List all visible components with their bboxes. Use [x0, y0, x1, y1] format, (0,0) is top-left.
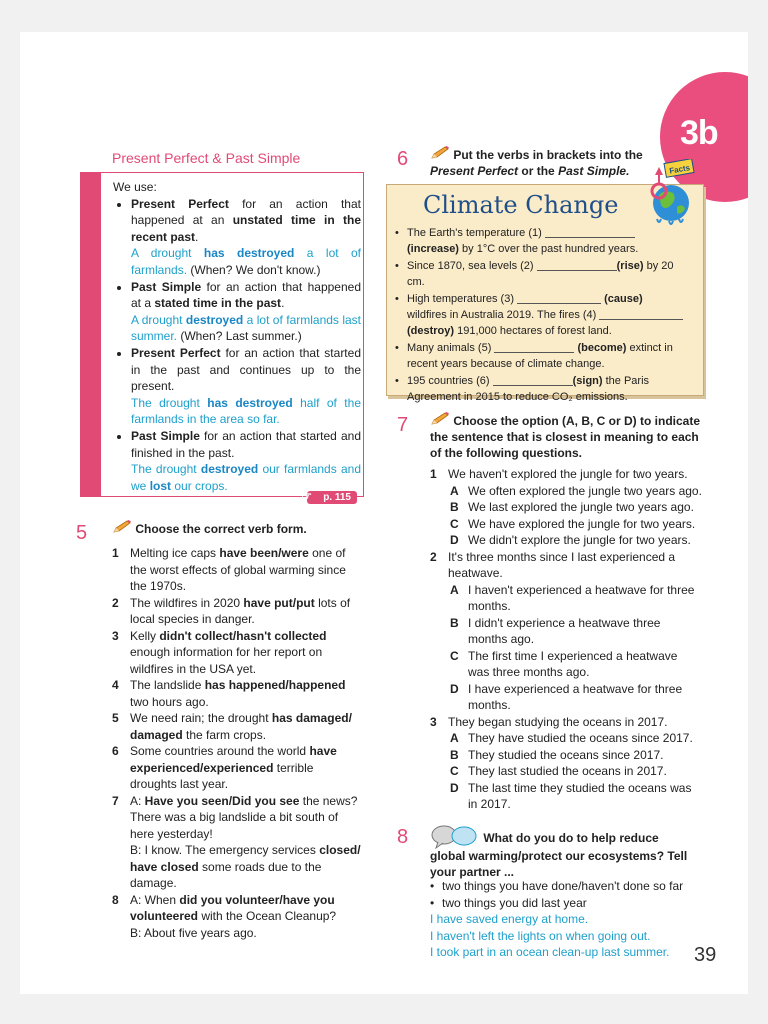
answer-option[interactable]: D We didn't explore the jungle for two years. — [450, 533, 691, 547]
verb-choice[interactable]: closed/ have closed — [130, 843, 361, 874]
pointing-hand-icon: ☞ — [301, 489, 312, 503]
climate-bullet: • High temperatures (3) (cause) wildfires in Australia 2019. The fires (4) (destroy) 191,000 hectares of forest land. — [395, 291, 685, 340]
pencil-icon — [112, 520, 132, 534]
answer-blank[interactable] — [537, 258, 617, 271]
svg-text:Facts: Facts — [668, 163, 691, 176]
verb-choice[interactable]: have put/put — [243, 595, 315, 610]
answer-option[interactable]: C We have explored the jungle for two years. — [450, 516, 696, 531]
exercise-5-number: 5 — [76, 522, 88, 544]
climate-bullet: • 195 countries (6) (sign) the Paris Agreement in 2015 to reduce CO₂ emissions. — [395, 374, 650, 404]
exercise-item: 4 The landslide has happened/happened two hours ago. — [112, 678, 346, 709]
page-reference[interactable]: ☞ p. 115 — [307, 491, 357, 504]
climate-bullet: • Since 1870, sea levels (2) (rise) by 20 cm. — [395, 259, 674, 289]
answer-blank[interactable] — [517, 291, 601, 304]
grammar-example: A drought destroyed a lot of farmlands last summer. — [131, 312, 362, 344]
answer-option[interactable]: A They have studied the oceans since 2017. — [450, 731, 693, 745]
answer-option[interactable]: C The first time I experienced a heatwave was three months ago. — [450, 648, 678, 679]
answer-blank[interactable] — [493, 373, 573, 386]
question: 2 It's three months since I last experienced a heatwave. — [430, 549, 676, 580]
answer-option[interactable]: B We last explored the jungle two years ago. — [450, 500, 694, 514]
verb-choice[interactable]: did you volunteer/have you volunteered — [130, 892, 335, 923]
page-number: 39 — [694, 944, 717, 966]
answer-option[interactable]: D I have experienced a heatwave for three months. — [450, 681, 683, 712]
speech-bubbles-icon — [430, 824, 480, 848]
exercise-item: 1 Melting ice caps have been/were one of the worst effects of global warming since the 1970s. — [112, 546, 346, 593]
exercise-8-list — [430, 878, 702, 961]
verb-choice[interactable]: have experienced/experienced — [130, 744, 337, 775]
answer-option[interactable]: A We often explored the jungle two years ago. — [450, 483, 702, 498]
answer-option[interactable]: D The last time they studied the oceans was in 2017. — [450, 780, 692, 811]
climate-bullet: • The Earth's temperature (1) (increase) by 1°C over the past hundred years. — [395, 227, 639, 256]
exercise-5-items — [112, 545, 362, 941]
grammar-bullet: • Past Simple for an action that happened at a stated time in the past. A drought destroyed a lot of farmlands last summer. (When? Last summer.) — [131, 279, 361, 345]
unit-badge: 3b — [660, 72, 748, 202]
question: 1 We haven't explored the jungle for two years. — [430, 467, 688, 481]
grammar-title: Present Perfect & Past Simple — [112, 150, 301, 166]
grammar-intro: We use: — [113, 180, 157, 194]
climate-box-title: Climate Change — [423, 191, 619, 219]
question: 3 They began studying the oceans in 2017. — [430, 714, 668, 729]
grammar-bullet: • Past Simple for an action that started and finished in the past. The drought destroyed our farmlands and we lost our crops. — [131, 428, 361, 494]
pencil-icon — [430, 412, 450, 426]
model-answer: I have saved energy at home. — [430, 912, 589, 926]
verb-choice[interactable]: has damaged/ damaged — [130, 711, 352, 742]
pencil-icon — [430, 146, 450, 160]
climate-bullet: • Many animals (5) (become) extinct in recent years because of climate change. — [395, 341, 673, 371]
grammar-bullet: • Present Perfect for an action that started in the past and continues up to the present. The drought has destroyed half of the farmlands in the area so far. — [131, 345, 361, 428]
exercise-6-instruction: Put the verbs in brackets into the Present Perfect or the Past Simple. — [430, 148, 643, 178]
grammar-bullet: • Present Perfect for an action that happened at an unstated time in the recent past. A drought has destroyed a lot of farmlands. (When? We don't know.) — [131, 196, 361, 279]
model-answer: I took part in an ocean clean-up last summer. — [430, 945, 670, 959]
answer-blank[interactable] — [545, 225, 635, 238]
exercise-item: 8 A: When did you volunteer/have you volunteered with the Ocean Cleanup? B: About five years ago. — [112, 892, 337, 940]
grammar-box-band — [81, 173, 101, 496]
facts-globe-icon — [643, 159, 697, 227]
climate-bullets — [395, 225, 685, 405]
answer-option[interactable]: B I didn't experience a heatwave three months ago. — [450, 615, 661, 646]
answer-blank[interactable] — [494, 340, 574, 353]
verb-choice[interactable]: have been/were — [219, 546, 309, 560]
exercise-item: 7 A: Have you seen/Did you see the news? There was a big landslide a bit south of here yesterday! B: I know. The emergency services closed/ have closed some roads due to the damage. — [112, 793, 361, 890]
list-item: • two things you have done/haven't done so far — [430, 879, 684, 893]
exercise-8-instruction: What do you do to help reduce global warming/protect our ecosystems? Tell your partner ... — [430, 824, 690, 880]
answer-option[interactable]: C They last studied the oceans in 2017. — [450, 764, 667, 778]
exercise-8-number: 8 — [397, 826, 409, 848]
grammar-box — [80, 172, 364, 503]
exercise-item: 3 Kelly didn't collect/hasn't collected enough information for her report on wildfires in the USA yet. — [112, 628, 327, 676]
exercise-7-instruction: Choose the option (A, B, C or D) to indicate the sentence that is closest in meaning to each of the following questions. — [430, 414, 700, 460]
answer-option[interactable]: A I haven't experienced a heatwave for three months. — [450, 582, 695, 613]
exercise-7-number: 7 — [397, 414, 409, 436]
answer-blank[interactable] — [599, 307, 683, 320]
model-answer: I haven't left the lights on when going out. — [430, 928, 651, 943]
verb-choice[interactable]: didn't collect/hasn't collected — [159, 628, 327, 643]
exercise-7-questions — [430, 466, 702, 813]
exercise-5-instruction: Choose the correct verb form. — [112, 520, 307, 537]
grammar-example: The drought destroyed our farmlands and we lost our crops. — [131, 462, 361, 493]
list-item: • two things you did last year — [430, 895, 587, 910]
grammar-example: The drought has destroyed half of the farmlands in the area so far. — [131, 395, 361, 427]
exercise-6-number: 6 — [397, 148, 409, 170]
exercise-item: 2 The wildfires in 2020 have put/put lots of local species in danger. — [112, 595, 351, 626]
answer-option[interactable]: B They studied the oceans since 2017. — [450, 747, 664, 762]
verb-choice[interactable]: Have you seen/Did you see — [144, 793, 300, 808]
grammar-example: A drought has destroyed a lot of farmlands. — [131, 246, 362, 277]
verb-choice[interactable]: has happened/happened — [204, 678, 346, 692]
exercise-item: 5 We need rain; the drought has damaged/ damaged the farm crops. — [112, 711, 352, 742]
exercise-item: 6 Some countries around the world have experienced/experienced terrible droughts last year. — [112, 744, 337, 791]
